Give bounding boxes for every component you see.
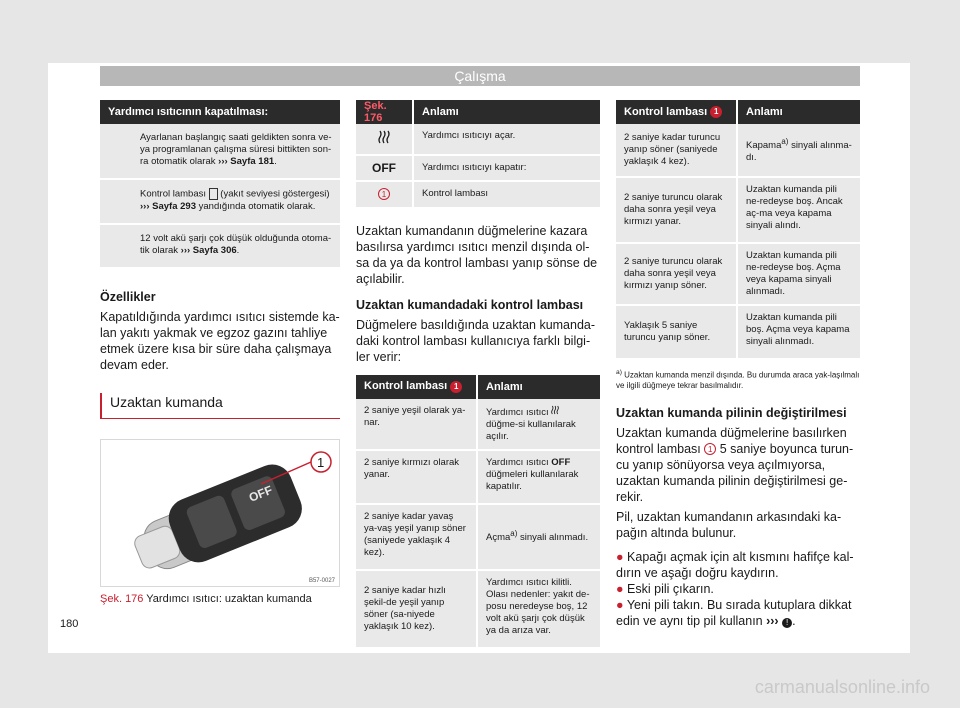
off-icon: OFF <box>356 155 413 181</box>
heater-icon <box>551 405 559 415</box>
lamp-table-2 <box>616 100 860 360</box>
table-cell: 2 saniye kırmızı olarak yanar. <box>356 450 477 504</box>
table-cell: Açma$^{a)}$ sinyali alınmadı. <box>477 504 600 570</box>
table-cell: Uzaktan kumanda pili ne-redeyse boş. Ancak aç-ma veya kapama sinyali alındı. <box>737 177 860 243</box>
paragraph: Uzaktan kumanda düğmelerine basılırken kontrol lambası 1 5 saniye boyunca turun-cu yanıp sönüyorsa veya açılmıyorsa, uzaktan kumanda pilinin değiştirilmesi ge-rekir. <box>616 425 854 504</box>
list-item: ● Kapağı açmak için alt kısmını hafifçe kal-dırın ve aşağı doğru kaydırın. <box>616 549 854 580</box>
page-number: 180 <box>60 618 79 630</box>
table-cell: Yardımcı ısıtıcıyı açar. <box>413 124 600 155</box>
battery-heading: Uzaktan kumanda pilinin değiştirilmesi <box>616 405 847 420</box>
table-cell: Kontrol lambası <box>413 181 600 208</box>
off-button-label: OFF <box>246 482 275 505</box>
table-cell: Yardımcı ısıtıcıyı kapatır: <box>413 155 600 181</box>
col-header-lamp: Kontrol lambası 1 <box>616 100 737 124</box>
paragraph: Pil, uzaktan kumandanın arkasındaki ka-pağın altında bulunur. <box>616 509 842 540</box>
table-cell: Kapama$^{a)}$ sinyali alınma-dı. <box>737 124 860 177</box>
heater-on-icon <box>356 124 413 155</box>
table-row: 12 volt akü şarjı çok düşük olduğunda otoma-tik olarak ››› Sayfa 306. <box>100 224 340 268</box>
more-link[interactable]: ››› <box>766 613 779 628</box>
figure-caption: Şek. 176 Yardımcı ısıtıcı: uzaktan kumanda <box>100 592 312 605</box>
figure-code: B57-0027 <box>308 577 335 584</box>
fuel-gauge-icon <box>209 188 218 200</box>
off-icon: OFF <box>551 456 571 468</box>
table-row: Ayarlanan başlangıç saati geldikten sonra ve-ya programlanan çalışma süresi bittikten son-ra otomatik olarak ››› Sayfa 181. <box>100 124 340 179</box>
right-column <box>616 100 860 629</box>
warning-icon: ! <box>782 618 792 628</box>
table-cell: Uzaktan kumanda pili ne-redeyse boş. Açma veya kapama sinyali alınmadı. <box>737 243 860 305</box>
col-header-lamp: Kontrol lambası 1 <box>356 375 477 399</box>
table-cell: Yardımcı ısıtıcı OFF düğmeleri kullanılarak kapatılır. <box>477 450 600 504</box>
bullet-list <box>616 549 860 629</box>
left-column <box>100 100 340 605</box>
col-header-meaning: Anlamı <box>737 100 860 124</box>
table-cell: 2 saniye yeşil olarak ya-nar. <box>356 399 477 450</box>
paragraph: Düğmelere basıldığında uzaktan kumanda-daki kontrol lambası kullanıcıya farklı bilgi-ler verir: <box>356 317 596 364</box>
footnote: $^{a)}$ Uzaktan kumanda menzil dışında. Bu durumda araca yak-laşılmalı ve ilgili düğmeye tekrar basılmalıdır. <box>616 369 860 390</box>
table-cell: Yardımcı ısıtıcı kilitli. Olası nedenler: yakıt de-posu neredeyse boş, 12 volt akü şarjı çok düşük ya da arıza var. <box>477 570 600 648</box>
heater-off-table <box>100 100 340 269</box>
list-item: ● Yeni pili takın. Bu sırada kutuplara dikkat edin ve aynı tip pil kullanın ››› ! . <box>616 597 852 628</box>
features-heading: Özellikler <box>100 289 156 304</box>
remote-illustration <box>101 440 339 586</box>
middle-column <box>356 100 600 649</box>
page-link[interactable]: ››› Sayfa 293 <box>140 200 196 212</box>
remote-figure <box>100 439 340 587</box>
col-header-meaning: Anlamı <box>477 375 600 399</box>
callout-number: 1 <box>317 454 325 470</box>
watermark: carmanualsonline.info <box>754 677 930 697</box>
section-title: Uzaktan kumanda <box>110 393 223 410</box>
table-cell: Yaklaşık 5 saniye turuncu yanıp söner. <box>616 305 737 359</box>
paragraph: Uzaktan kumandanın düğmelerine kazara basılırsa yardımcı ısıtıcı menzil dışında ol-sa da ya da kontrol lambası yanıp sönse de açılabilir. <box>356 223 598 286</box>
table-header: Yardımcı ısıtıcının kapatılması: <box>100 100 340 124</box>
section-title-box <box>100 393 340 419</box>
col-header-meaning: Anlamı <box>413 100 600 124</box>
table-cell: Uzaktan kumanda pili boş. Açma veya kapama sinyali alınmadı. <box>737 305 860 359</box>
callout-1-icon: 1 <box>704 443 716 455</box>
page-header: Çalışma <box>100 66 860 86</box>
lamp-table-1 <box>356 375 600 649</box>
list-item: ● Eski pili çıkarın. <box>616 581 714 596</box>
page-link[interactable]: ››› Sayfa 181 <box>218 156 275 167</box>
buttons-table <box>356 100 600 209</box>
callout-1-icon: 1 <box>356 181 413 208</box>
table-cell: 2 saniye kadar yavaş ya-vaş yeşil yanıp söner (saniyede yaklaşık 4 kez). <box>356 504 477 570</box>
table-cell: 2 saniye turuncu olarak daha sonra yeşil veya kırmızı yanıp söner. <box>616 243 737 305</box>
features-text: Kapatıldığında yardımcı ısıtıcı sistemde ka-lan yakıtı yakmak ve egzoz gazını tahliye etmek üzere kısa bir süre daha çalışmaya devam eder. <box>100 309 340 372</box>
page-link[interactable]: ››› Sayfa 306 <box>180 244 237 256</box>
table-cell: 2 saniye turuncu olarak daha sonra yeşil veya kırmızı yanar. <box>616 177 737 243</box>
table-cell: 2 saniye kadar hızlı şekil-de yeşil yanıp söner (sa-niyede yaklaşık 10 kez). <box>356 570 477 648</box>
col-header-fig: Şek. 176 <box>356 100 413 124</box>
control-lamp-heading: Uzaktan kumandadaki kontrol lambası <box>356 297 584 312</box>
table-row: Kontrol lambası (yakıt seviyesi göstergesi) ››› Sayfa 293 yandığında otomatik olarak. <box>100 179 340 224</box>
table-cell: 2 saniye kadar turuncu yanıp söner (saniyede yaklaşık 4 kez). <box>616 124 737 177</box>
table-cell: Yardımcı ısıtıcı düğme-si kullanılarak açılır. <box>477 399 600 450</box>
